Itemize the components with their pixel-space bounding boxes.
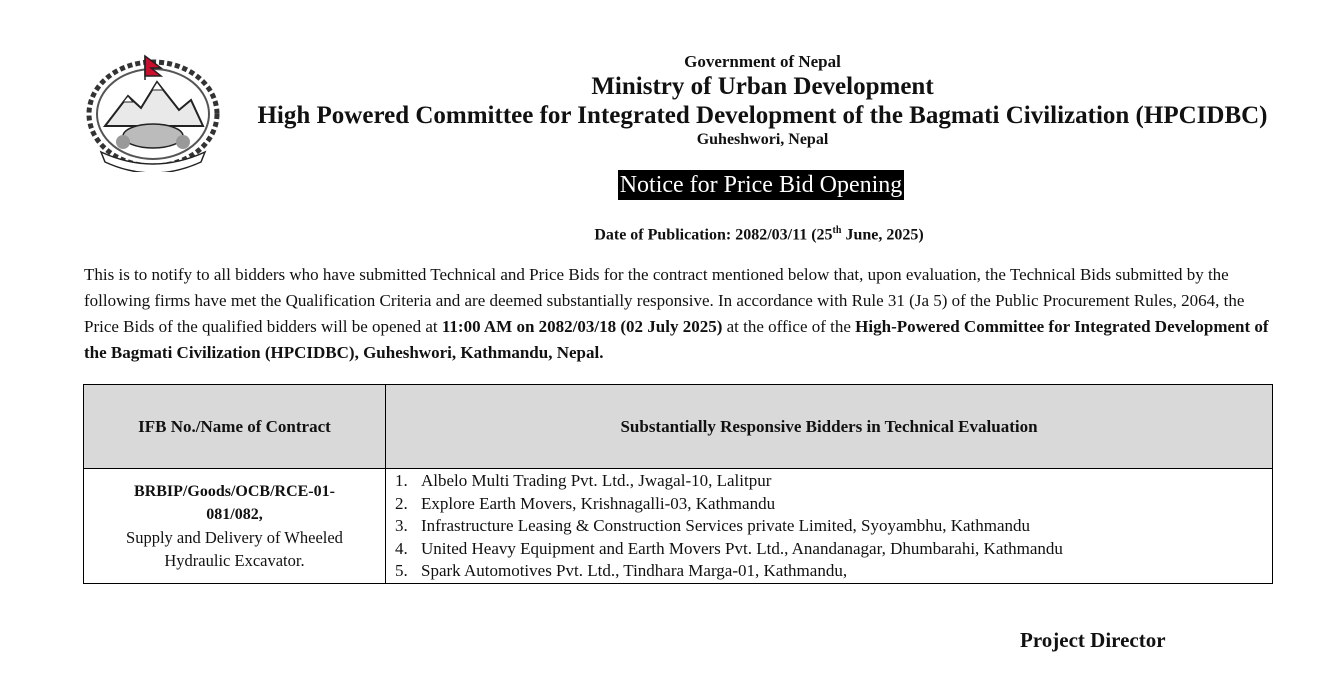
- header-bidders: Substantially Responsive Bidders in Technical Evaluation: [386, 385, 1273, 469]
- list-item: 3. Infrastructure Leasing & Construction Services private Limited, Syoyambhu, Kathmandu: [395, 516, 1031, 535]
- opening-time: 11:00 AM on 2082/03/18 (02 July 2025): [441, 317, 723, 336]
- table-header-row: [84, 385, 1273, 469]
- letterhead: [240, 52, 1285, 149]
- contract-name: Supply and Delivery of Wheeled Hydraulic Excavator.: [126, 527, 343, 570]
- list-item: 4. United Heavy Equipment and Earth Movers Pvt. Ltd., Anandanagar, Dhumbarahi, Kathmandu: [395, 538, 1063, 558]
- list-item: 5. Spark Automotives Pvt. Ltd., Tindhara Marga-01, Kathmandu,: [395, 561, 848, 580]
- list-item: 1. Albelo Multi Trading Pvt. Ltd., Jwagal-10, Lalitpur: [395, 471, 772, 490]
- office-address: High-Powered Committee for Integrated Development of the Bagmati Civilization (HPCIDBC), Guheshwori, Kathmandu, Nepal.: [84, 317, 1269, 362]
- ministry-name: Ministry of Urban Development: [591, 73, 934, 100]
- contract-cell: [84, 469, 386, 584]
- ifb-number: BRBIP/Goods/OCB/RCE-01- 081/082,: [134, 482, 335, 523]
- bidders-cell: [386, 469, 1273, 584]
- notice-title: Notice for Price Bid Opening: [619, 172, 903, 198]
- office-location: Guheshwori, Nepal: [696, 131, 829, 148]
- committee-name: High Powered Committee for Integrated Development of the Bagmati Civilization (HPCIDBC): [257, 102, 1268, 129]
- publication-date: Date of Publication: 2082/03/11 (25th June, 2025): [594, 225, 924, 244]
- bidders-table: [83, 384, 1273, 584]
- signoff-title: Project Director: [1020, 628, 1166, 652]
- list-item: 2. Explore Earth Movers, Krishnagalli-03, Kathmandu: [395, 493, 776, 513]
- notice-body: This is to notify to all bidders who have submitted Technical and Price Bids for the contract mentioned below that, upon evaluation, the Technical Bids submitted by the following firms have met the Qualification Criteria and are deemed substantially responsive. In accordance with Rule 31 (Ja 5) of the Public Procurement Rules, 2064, the Price Bids of the qualified bidders will be opened at 11:00 AM on 2082/03/18 (02 July 2025) at the office of the High-Powered Committee for Integrated Development of the Bagmati Civilization (HPCIDBC), Guheshwori, Kathmandu, Nepal.: [84, 265, 1269, 362]
- nepal-emblem-icon: [83, 52, 223, 172]
- header-contract: IFB No./Name of Contract: [84, 385, 386, 469]
- government-name: Government of Nepal: [684, 52, 841, 71]
- table-row: [84, 469, 1273, 584]
